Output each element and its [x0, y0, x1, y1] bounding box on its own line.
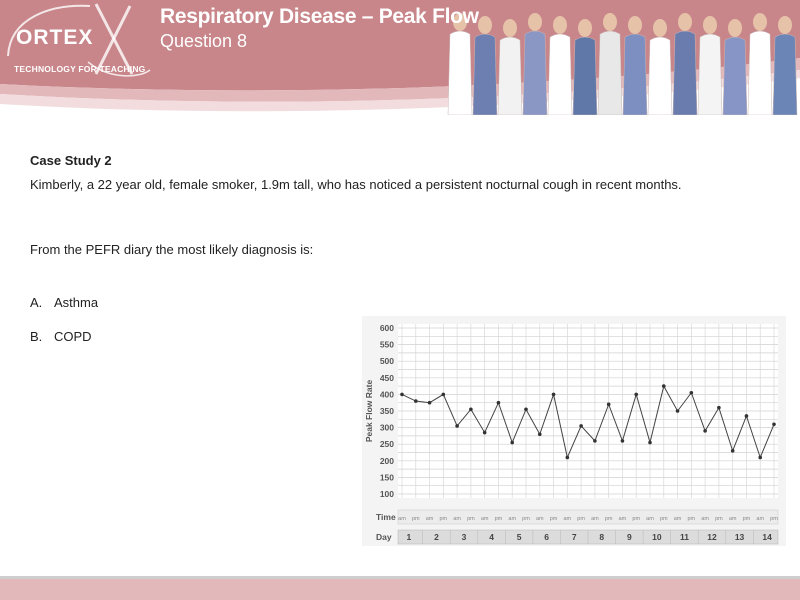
day-label: 10: [652, 532, 662, 542]
time-tick-label: am: [425, 516, 434, 522]
time-tick-label: am: [508, 516, 517, 522]
page-subtitle: Question 8: [160, 31, 248, 51]
staff-head: [778, 16, 792, 34]
day-label: 12: [707, 532, 717, 542]
time-tick-label: pm: [659, 516, 668, 522]
data-point: [552, 393, 556, 397]
data-point: [634, 393, 638, 397]
staff-head: [478, 16, 492, 34]
data-point: [745, 414, 749, 418]
time-tick-label: am: [453, 516, 461, 522]
staff-figure: [623, 34, 647, 115]
data-point: [469, 408, 473, 412]
data-point: [758, 456, 762, 460]
day-label: 3: [461, 532, 467, 542]
day-label: 6: [544, 532, 550, 542]
y-tick-label: 400: [379, 389, 394, 400]
time-tick-label: am: [673, 516, 682, 522]
footer-bar: [0, 576, 800, 600]
data-point: [772, 422, 776, 426]
time-tick-label: am: [591, 516, 599, 522]
y-tick-label: 150: [379, 472, 394, 483]
y-tick-label: 450: [379, 372, 394, 383]
time-tick-label: am: [480, 516, 489, 522]
data-point: [455, 424, 459, 428]
data-point: [717, 406, 721, 410]
staff-figure: [748, 31, 772, 115]
day-label: 5: [516, 532, 522, 542]
data-point: [524, 408, 528, 412]
y-tick-label: 100: [379, 489, 394, 499]
time-tick-label: pm: [770, 516, 778, 522]
time-tick-label: pm: [687, 516, 696, 522]
data-point: [428, 401, 432, 405]
case-study-title: Case Study 2: [30, 153, 112, 168]
data-point: [400, 393, 404, 397]
data-point: [703, 429, 707, 433]
day-label: 1: [406, 532, 412, 542]
data-point: [510, 441, 514, 445]
staff-head: [553, 16, 567, 34]
staff-figure: [698, 34, 722, 115]
y-axis-label: Peak Flow Rate: [364, 379, 374, 443]
time-tick-label: pm: [604, 516, 613, 522]
staff-head: [528, 13, 542, 31]
option-letter: B.: [30, 329, 43, 344]
y-tick-label: 550: [379, 339, 394, 350]
time-tick-label: pm: [439, 516, 448, 522]
data-point: [648, 441, 652, 445]
y-tick-label: 200: [379, 455, 394, 466]
time-tick-label: pm: [467, 516, 475, 522]
time-tick-label: pm: [577, 516, 585, 522]
time-tick-label: am: [398, 516, 406, 522]
staff-head: [503, 19, 517, 37]
option-b[interactable]: [30, 329, 92, 344]
data-point: [621, 439, 625, 443]
day-label: 2: [434, 532, 439, 542]
day-label: 14: [762, 532, 772, 542]
time-tick-label: pm: [742, 516, 751, 522]
time-tick-label: am: [756, 516, 765, 522]
time-tick-label: am: [618, 516, 627, 522]
staff-head: [753, 13, 767, 31]
logo-wordmark: ORTEX: [16, 26, 94, 49]
time-tick-label: am: [563, 516, 572, 522]
time-tick-label: pm: [549, 516, 558, 522]
day-label: 7: [571, 532, 577, 542]
option-label: Asthma: [54, 295, 99, 310]
day-label: 8: [599, 532, 605, 542]
data-point: [566, 456, 570, 460]
day-label: 13: [734, 532, 745, 542]
time-tick-label: pm: [411, 516, 420, 522]
data-point: [676, 409, 680, 413]
staff-figure: [573, 37, 597, 115]
time-tick-label: am: [646, 516, 654, 522]
day-label: 11: [679, 532, 689, 542]
time-tick-label: pm: [522, 516, 530, 522]
data-point: [579, 424, 583, 428]
staff-figure: [448, 31, 472, 115]
time-tick-label: pm: [494, 516, 503, 522]
data-point: [442, 393, 446, 397]
staff-head: [703, 16, 717, 34]
time-tick-label: pm: [715, 516, 723, 522]
data-point: [593, 439, 597, 443]
logo-tagline: TECHNOLOGY FOR TEACHING: [14, 64, 146, 74]
staff-figure: [598, 31, 622, 115]
day-label: 9: [626, 532, 632, 542]
data-point: [731, 449, 735, 453]
data-point: [662, 384, 666, 388]
time-tick-label: pm: [632, 516, 641, 522]
case-study-text: Kimberly, a 22 year old, female smoker, 1.9m tall, who has noticed a persistent nocturnal cough in recent months.: [30, 177, 682, 192]
staff-figure: [673, 31, 697, 115]
staff-head: [603, 13, 617, 31]
staff-figure: [773, 34, 797, 115]
case-study: [30, 152, 770, 194]
medical-staff-photo: [440, 0, 800, 115]
header-banner: [0, 0, 800, 130]
staff-figure: [723, 37, 747, 115]
option-label: COPD: [54, 329, 92, 344]
pefr-chart-svg: [362, 316, 786, 546]
option-a[interactable]: [30, 295, 98, 310]
time-tick-label: am: [728, 516, 737, 522]
day-label: 4: [489, 532, 494, 542]
day-row-label: Day: [376, 532, 392, 542]
staff-head: [578, 19, 592, 37]
y-tick-label: 500: [379, 356, 394, 367]
staff-figure: [473, 34, 497, 115]
data-point: [483, 431, 487, 435]
y-tick-label: 600: [379, 323, 394, 333]
data-point: [538, 432, 542, 436]
page-title: Respiratory Disease – Peak Flow: [160, 5, 479, 28]
time-tick-label: am: [535, 516, 544, 522]
staff-head: [653, 19, 667, 37]
data-point: [414, 399, 418, 403]
y-tick-label: 300: [379, 422, 394, 433]
y-tick-label: 350: [379, 406, 394, 416]
staff-figure: [648, 37, 672, 115]
pefr-diary-chart: [362, 316, 786, 546]
y-tick-label: 250: [379, 439, 394, 450]
option-letter: A.: [30, 295, 43, 310]
staff-head: [728, 19, 742, 37]
time-row-label: Time: [376, 512, 396, 522]
staff-head: [628, 16, 642, 34]
staff-figure: [498, 37, 522, 115]
staff-figure: [523, 31, 547, 115]
staff-figure: [548, 34, 572, 115]
data-point: [497, 401, 501, 405]
time-tick-label: am: [701, 516, 709, 522]
data-point: [690, 391, 694, 395]
question-text: From the PEFR diary the most likely diagnosis is:: [30, 242, 314, 257]
staff-head: [678, 13, 692, 31]
data-point: [607, 403, 611, 407]
